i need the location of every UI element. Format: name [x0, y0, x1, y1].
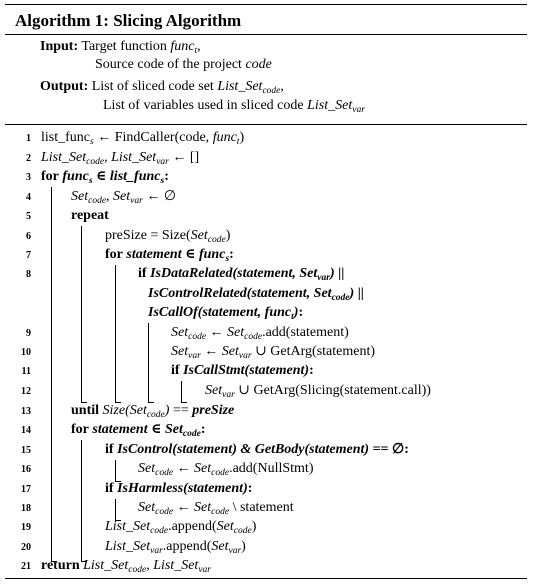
title-rule: [5, 34, 527, 35]
code-line-4: Set$_{code}$, Set$_{var}$ ← ∅: [71, 189, 177, 206]
code-line-15: if IsControl(statement) & GetBody(statement) == ∅:: [105, 442, 409, 457]
line-number: 1: [26, 133, 31, 144]
code-line-19: List_Set$_{code}$.append(Set$_{code}$): [105, 519, 257, 536]
line-number: 14: [21, 425, 31, 436]
scope-line-if-harmless: [115, 499, 116, 520]
code-line-17: if IsHarmless(statement):: [105, 481, 253, 496]
code-line-20: List_Set$_{var}$.append(Set$_{var}$): [105, 539, 246, 556]
scope-line-repeat: [81, 226, 82, 402]
line-number: 3: [26, 172, 31, 183]
line-number: 21: [21, 561, 31, 572]
input-line-1: Input: Target function func$_t$,: [40, 39, 201, 56]
output-line-1: Output: List of sliced code set List_Set$_{code}$,: [40, 79, 284, 96]
line-number: 12: [21, 386, 31, 397]
code-line-1: list_func$_s$ ← FindCaller(code, func$_t$): [41, 130, 245, 147]
line-number: 20: [21, 542, 31, 553]
line-number: 5: [26, 211, 31, 222]
code-line-8c: IsCallOf(statement, func$_t$):: [148, 305, 304, 322]
scope-line-for-set: [81, 440, 82, 561]
code-line-10: Set$_{var}$ ← Set$_{var}$ ∪ GetArg(statement): [171, 344, 375, 361]
code-line-3: for func$_s$ ∈ list_func$_s$:: [41, 169, 169, 186]
line-number: 8: [26, 269, 31, 280]
scope-line-if-control: [115, 460, 116, 481]
line-number: 6: [26, 231, 31, 242]
line-number: 16: [21, 464, 31, 475]
line-number: 11: [21, 366, 31, 377]
scope-tick: [51, 561, 57, 562]
code-line-18: Set$_{code}$ ← Set$_{code}$ \ statement: [138, 500, 294, 517]
code-line-11: if IsCallStmt(statement):: [171, 363, 314, 378]
code-line-7: for statement ∈ func$_s$:: [105, 247, 234, 264]
input-line-2: Source code of the project code: [95, 57, 272, 72]
code-line-12: Set$_{var}$ ∪ GetArg(Slicing(statement.call)): [205, 383, 431, 400]
code-line-5: repeat: [71, 208, 109, 223]
scope-tick: [115, 402, 121, 403]
line-number: 4: [26, 192, 31, 203]
line-number: 18: [21, 503, 31, 514]
code-line-6: preSize = Size(Set$_{code}$): [105, 228, 231, 245]
code-line-16: Set$_{code}$ ← Set$_{code}$.add(NullStmt): [138, 461, 314, 478]
code-line-8: if IsDataRelated(statement, Set$_{var}$) ||: [138, 266, 345, 283]
scope-line-if: [148, 323, 149, 402]
algorithm-title: Algorithm 1: Slicing Algorithm: [15, 11, 242, 30]
output-label: Output:: [40, 79, 89, 94]
code-line-8b: IsControlRelated(statement, Set$_{code}$) ||: [148, 286, 364, 303]
line-number: 17: [21, 484, 31, 495]
line-number: 9: [26, 328, 31, 339]
line-number: 19: [21, 522, 31, 533]
code-line-2: List_Set$_{code}$, List_Set$_{var}$ ← []: [41, 150, 200, 167]
input-label: Input:: [40, 39, 79, 54]
code-line-9: Set$_{code}$ ← Set$_{code}$.add(statement): [171, 325, 349, 342]
output-line-2: List of variables used in sliced code List_Set$_{var}$: [103, 98, 365, 115]
code-line-21: return List_Set$_{code}$, List_Set$_{var}$: [41, 558, 211, 575]
line-number: 2: [26, 153, 31, 164]
line-number: 10: [21, 347, 31, 358]
code-line-14: for statement ∈ Set$_{code}$:: [71, 422, 206, 439]
scope-tick: [115, 481, 121, 482]
scope-tick: [81, 561, 87, 562]
scope-line-for-statement: [115, 265, 116, 402]
line-number: 7: [26, 250, 31, 261]
code-line-13: until Size(Set$_{code}$) == preSize: [71, 403, 235, 420]
scope-line-for: [51, 187, 52, 561]
line-number: 15: [21, 445, 31, 456]
line-number: 13: [21, 406, 31, 417]
scope-tick: [181, 402, 187, 403]
scope-line-if-callstmt: [181, 381, 182, 402]
algorithm-box: [5, 4, 527, 579]
scope-tick: [115, 520, 121, 521]
header-rule: [5, 124, 527, 125]
scope-tick: [81, 402, 87, 403]
scope-tick: [148, 402, 154, 403]
